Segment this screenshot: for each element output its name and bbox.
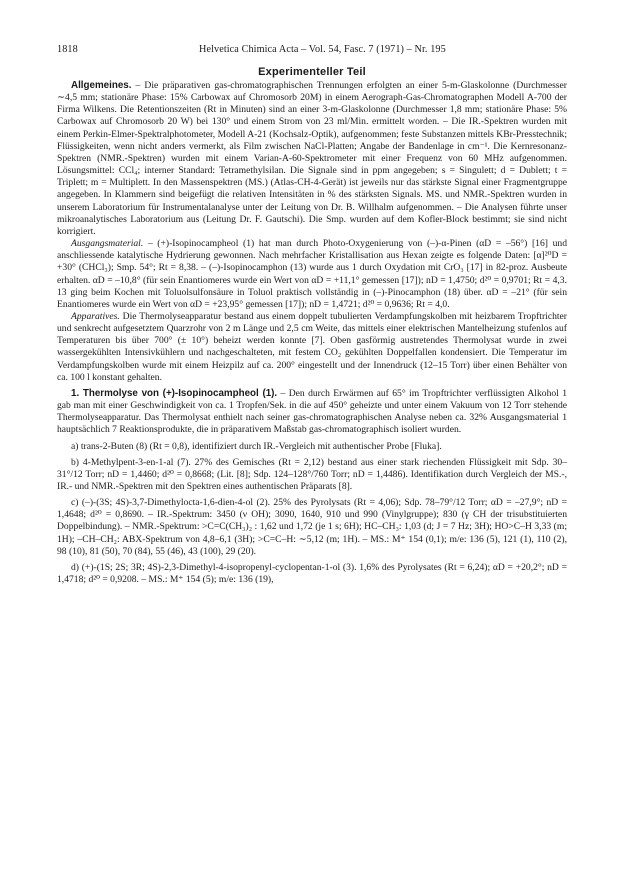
list-item-b: b) 4-Methylpent-3-en-1-al (7). 27% des Gemisches (Rt = 2,12) bestand aus einer stark riechenden Flüssigkeit mit Sdp. 30–31°/12 Torr; nD = 1,4460; d²⁰ = 0,8668; (Lit. [8]; Sdp. 124–128°/760 Torr; nD = 1,4486). Identifikation durch Vergleich der MS.-, IR.- und NMR.-Spektren mit den Spektren eines authentischen Präparats [8]. bbox=[57, 456, 567, 492]
page bbox=[57, 44, 567, 586]
running-head bbox=[57, 44, 567, 55]
page-number: 1818 bbox=[57, 44, 78, 55]
section-heading: 1. Thermolyse von (+)-Isopinocampheol (1). bbox=[71, 387, 278, 399]
paragraph-apparatives bbox=[57, 311, 567, 384]
list-item-a: a) trans-2-Buten (8) (Rt = 0,8), identifiziert durch IR.-Vergleich mit authentischer Probe [Fluka]. bbox=[71, 440, 442, 452]
section-title: Experimenteller Teil bbox=[258, 66, 366, 78]
list-item-d: d) (+)-(1S; 2S; 3R; 4S)-2,3-Dimethyl-4-isopropenyl-cyclopentan-1-ol (3). 1,6% des Pyrolysates (Rt = 6,24); αD = +20,2°; nD = 1,4718; d²⁰ = 0,9208. – MS.: M⁺ 154 (5); m/e: 136 (19), bbox=[57, 561, 567, 586]
paragraph-ausgangsmaterial bbox=[57, 238, 567, 311]
paragraph-text: – (+)-Isopinocampheol (1) hat man durch Photo-Oxygenierung von (–)-α-Pinen (αD = –56°) [16] und anschliessende katalytische Hydrierung gewonnen. Nach mehrfacher Kristallisation aus Hexan zeigte es folgende Daten: [α]²⁰D = +30° (CHCl₃); Smp. 54°; Rt = 8,38. – (–)-Isopinocamphon (13) wurde aus 1 durch Oxydation mit CrO₃ [17] in 82-proz. Ausbeute erhalten. αD = –10,8° (für sein Enantiomeres wurde ein Wert von αD = +11,1° gemessen [17]); nD = 1,4750; d²⁰ = 0,9701; Rt = 4,3. 13 ging beim Kochen mit Toluolsulfonsäure in Toluol praktisch vollständig in (–)-Pinocamphon (18) über. αD = –21° (für sein Enantiomeres wurde ein Wert von αD = +23,95° gemessen [17]); nD = 1,4721; d²⁰ = 0,9636; Rt = 4,0. bbox=[57, 238, 567, 310]
paragraph-lead: Allgemeines. bbox=[71, 80, 132, 91]
journal-citation: Helvetica Chimica Acta – Vol. 54, Fasc. 7 (1971) – Nr. 195 bbox=[199, 44, 446, 55]
paragraph-lead: Apparatives. bbox=[71, 310, 120, 322]
list-item-c: c) (–)-(3S; 4S)-3,7-Dimethylocta-1,6-dien-4-ol (2). 25% des Pyrolysats (Rt = 4,06); Sdp. 78–79°/12 Torr; αD = –27,9°; nD = 1,4648; d²⁰ = 0,8690. – IR.-Spektrum: 3450 (ν OH); 3090, 1640, 910 und 990 (Vinylgruppe); 830 (γ CH der trisubstituierten Doppelbindung). – NMR.-Spektrum: >C=C(CH₃)₂ : 1,62 und 1,72 (je 1 s; 6H); HC–CH₃: 1,03 (d; J = 7 Hz; 3H); HO>C–H 3,33 (m; 1H); –CH–CH₂: ABX-Spektrum von 4,8–6,1 (3H); >C=C–H: ∼5,12 (m; 1H). – MS.: M⁺ 154 (0,1); m/e: 136 (5), 121 (1), 110 (2), 98 (10), 81 (50), 70 (84), 55 (46), 43 (100), 29 (20). bbox=[57, 497, 567, 557]
paragraph-text: – Die präparativen gas-chromatographischen Trennungen erfolgten an einer 5-m-Glaskolonne (Durchmesser ∼4,5 mm; stationäre Phase: 15% Carbowax auf Chromosorb 20M) in einem Aerograph-Gas-Chromatographen Modell A-700 der Firma Wilkens. Die Retentionszeiten (Rt in Minuten) sind an einer 3-m-Glaskolonne (Durchmesser 1,8 mm; stationäre Phase: 5% Carbowax auf Chromosorb 20 W) bei 130° und einem Strom von 23 ml/Min. ermittelt worden. – Die IR.-Spektren wurden mit einem Perkin-Elmer-Spektralphotometer, Modell A-21 (Kochsalz-Optik), aufgenommen; feste Substanzen mittels KBr-Presstechnik; Flüssigkeiten, wenn nicht anders vermerkt, als Film zwischen NaCl-Platten; Angabe der Bandenlage in cm⁻¹. Die Kernresonanz-Spektren (NMR.-Spektren) wurden mit einem Varian-A-60-Spektrometer mit einer Frequenz von 60 MHz aufgenommen. Lösungsmittel: CCl₄; interner Standard: Tetramethylsilan. Die Signale sind in ppm angegeben; s = Singulett; d = Dublett; t = Triplett; m = Multiplett. In den Massenspektren (MS.) (Atlas-CH-4-Gerät) ist jeweils nur das stärkste Signal einer Fragmentgruppe angegeben. In Klammern sind beigefügt die relativen Intensitäten in % des stärksten Signals. MS. und NMR.-Spektren wurden in unserem Laboratorium für Instrumentalanalyse unter der Leitung von Dr. B. Willhalm aufgenommen. – Die Analysen führte unser mikroanalytisches Laboratorium aus (Leitung Dr. F. Gautschi). Die Smp. wurden auf dem Kofler-Block bestimmt; sie sind nicht korrigiert. bbox=[57, 80, 567, 237]
paragraph-thermolyse bbox=[57, 388, 567, 437]
paragraph-lead: Ausgangsmaterial. bbox=[71, 238, 144, 250]
paragraph-allgemeines bbox=[57, 80, 567, 238]
paragraph-text: Die Thermolyseapparatur bestand aus einem doppelt tubulierten Verdampfungskolben mit heizbarem Tropftrichter und senkrecht aufgesetztem Quarzrohr von 2 m Länge und 2,5 cm Weite, das mittels einer elektrischen Mantelheizung stufenlos auf Temperaturen bis über 700° (± 10°) beheizt werden konnte [7]. Oben gasförmig austretendes Thermolysat wurde in zwei wassergekühlten Intensivkühlern und nachgeschalteten, mit festem CO₂ gekühlten Doppelfallen kondensiert. Die Temperatur im Verdampfungskolben wurde mit einem Heizpilz auf ca. 200° eingestellt und der Innendruck (12–15 Torr) über einen Behälter von ca. 100 l konstant gehalten. bbox=[57, 310, 567, 383]
paragraph-text: – Den durch Erwärmen auf 65° im Tropftrichter verflüssigten Alkohol 1 gab man mit einer Geschwindigkeit von ca. 1 Tropfen/Sek. in die auf 450° geheizte und unter einem Vakuum von 12 Torr stehende Thermolyseapparatur. Das Thermolysat enthielt nach seiner gas-chromatographischen Analyse neben ca. 32% Ausgangsmaterial 1 hauptsächlich 7 Reaktionsprodukte, die in präparativem Maßstab gas-chromatographisch isoliert wurden. bbox=[57, 387, 567, 436]
